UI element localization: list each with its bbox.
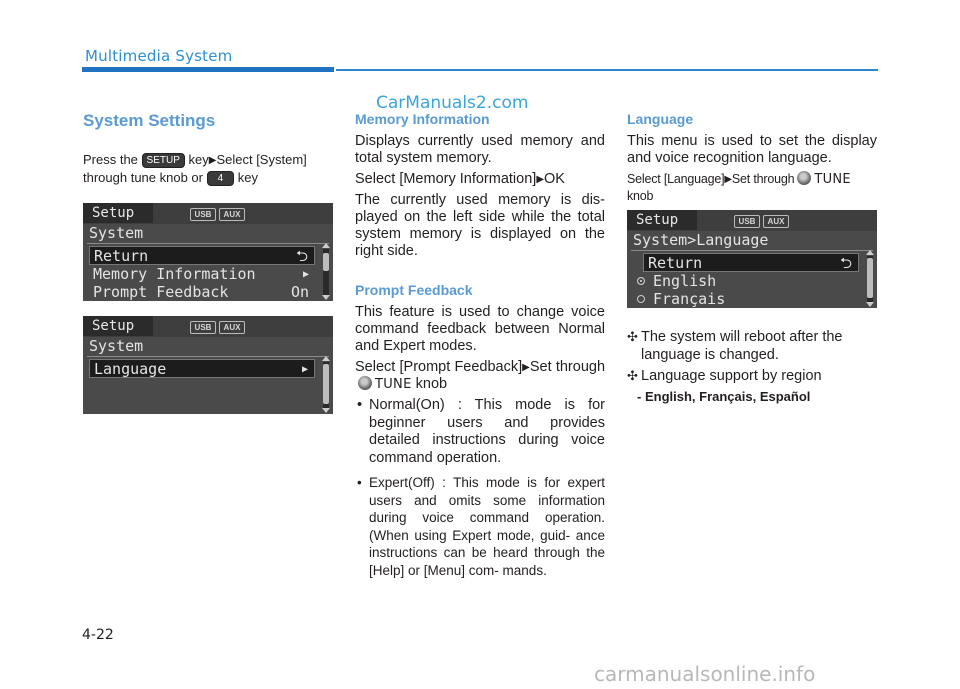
arrow-right-icon: ▶: [724, 174, 732, 185]
setup-tab: Setup: [83, 203, 153, 223]
aux-badge-icon: AUX: [763, 215, 789, 228]
screen-divider: [87, 356, 329, 357]
system-settings-instructions: Press the SETUP key▶Select [System] through tune knob or 4 key: [83, 152, 307, 185]
section-header-title: Multimedia System: [85, 47, 233, 65]
language-notes: [627, 328, 877, 406]
memory-information-select: Select [Memory Information]▶OK: [355, 171, 565, 187]
header-bar-light: [336, 69, 878, 71]
memory-information-title: Memory Information: [355, 111, 490, 127]
note-mark-icon: ✣: [627, 329, 638, 344]
scrollbar-thumb[interactable]: [867, 258, 873, 298]
scrollbar-thumb[interactable]: [323, 364, 329, 404]
radio-unselected-icon: [637, 295, 645, 303]
arrow-right-icon: ▶: [208, 155, 217, 166]
scrollbar[interactable]: [323, 249, 329, 295]
note-region-support: ✣ Language support by region: [627, 368, 822, 384]
screen-header: System>Language: [633, 231, 769, 249]
setup-tab: Setup: [627, 210, 697, 230]
list-item-expert-mode: • Expert(Off) : This mode is for expert users and omits some information during voice command operation. (When using Expert mode, guid- ance instructions can be heard through the [Help] or [Menu] com- mands.: [355, 474, 605, 579]
prompt-feedback-desc: This feature is used to change voice command feedback between Normal and Expert modes.: [355, 304, 605, 354]
header-bar-dark: [82, 67, 334, 72]
arrow-right-icon: ▶: [536, 174, 545, 185]
menu-item-return[interactable]: Return ⮌: [89, 246, 315, 265]
menu-item-language[interactable]: Language ▶: [89, 359, 315, 378]
aux-badge-icon: AUX: [219, 321, 245, 334]
screen-header: System: [89, 224, 144, 242]
memory-information-detail: The currently used memory is dis- played on the left side while the total system memory is displayed on the right side.: [355, 192, 605, 259]
chevron-right-icon: ▶: [302, 269, 309, 280]
scroll-down-icon[interactable]: [322, 295, 330, 300]
column-system-settings: [83, 110, 333, 378]
scrollbar[interactable]: [867, 256, 873, 302]
setup-tab: Setup: [83, 316, 153, 336]
footer-watermark[interactable]: carmanualsonline.info: [594, 662, 816, 686]
language-desc: This menu is used to set the display and voice recognition language.: [627, 133, 877, 166]
usb-badge-icon: USB: [734, 215, 760, 228]
arrow-right-icon: ▶: [522, 362, 530, 373]
prompt-modes-list: [355, 397, 605, 579]
note-mark-icon: ✣: [627, 368, 638, 383]
usb-badge-icon: USB: [190, 208, 216, 221]
system-settings-title: System Settings: [83, 111, 216, 130]
tune-knob-icon: [358, 376, 372, 390]
tune-knob-icon: [797, 171, 811, 185]
setup-key-icon: SETUP: [142, 153, 185, 168]
scrollbar[interactable]: [323, 362, 329, 408]
column-language: [627, 110, 877, 404]
scroll-up-icon[interactable]: [866, 250, 874, 255]
language-title: Language: [627, 111, 694, 127]
scroll-down-icon[interactable]: [866, 302, 874, 307]
aux-badge-icon: AUX: [219, 208, 245, 221]
number-4-key-icon: 4: [207, 171, 235, 186]
menu-item-return[interactable]: Return ⮌: [643, 253, 859, 272]
screen-system-language-menu: [83, 316, 333, 414]
scrollbar-thumb[interactable]: [323, 253, 329, 271]
prompt-feedback-select: Select [Prompt Feedback]▶Set throughTUNE knob: [355, 359, 606, 392]
screen-divider: [87, 243, 329, 244]
usb-badge-icon: USB: [190, 321, 216, 334]
menu-item-memory-information[interactable]: Memory Information ▶: [93, 265, 309, 283]
page-number: 4-22: [82, 627, 114, 643]
return-icon: ⮌: [839, 254, 852, 272]
screen-divider: [631, 250, 873, 251]
column-memory-prompt: [355, 110, 605, 586]
supported-languages: - English, Français, Español: [637, 389, 811, 404]
screen-header: System: [89, 337, 144, 355]
list-item-normal-mode: • Normal(On) : This mode is for beginner users and provides detailed instructions during voice command operation.: [355, 397, 605, 467]
scroll-down-icon[interactable]: [322, 408, 330, 413]
chevron-right-icon: ▶: [301, 364, 308, 375]
menu-item-francais[interactable]: Français: [633, 290, 859, 308]
radio-selected-icon: [637, 277, 645, 285]
memory-information-desc: Displays currently used memory and total system memory.: [355, 133, 605, 166]
screen-language-menu: [627, 210, 877, 308]
note-reboot: ✣ The system will reboot after the language is changed.: [627, 329, 843, 363]
scroll-up-icon[interactable]: [322, 243, 330, 248]
language-select: Select [Language]▶Set through TUNE knob: [627, 172, 851, 203]
top-watermark[interactable]: CarManuals2.com: [376, 93, 529, 113]
prompt-feedback-title: Prompt Feedback: [355, 282, 473, 298]
menu-item-prompt-feedback[interactable]: Prompt Feedback On: [93, 283, 309, 301]
scroll-up-icon[interactable]: [322, 356, 330, 361]
menu-item-english[interactable]: English: [633, 272, 859, 291]
prompt-feedback-value: On: [290, 283, 309, 301]
return-icon: ⮌: [295, 247, 308, 265]
screen-system-menu: [83, 203, 333, 301]
